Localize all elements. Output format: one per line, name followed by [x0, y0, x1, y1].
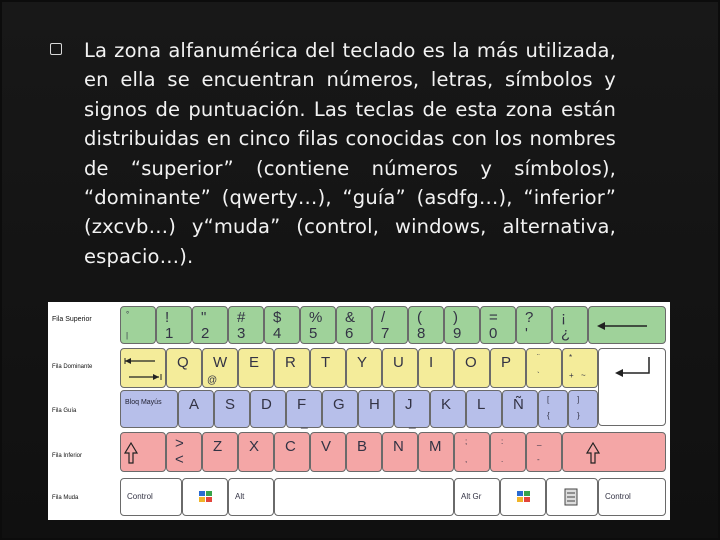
- key-c-label: C: [285, 438, 296, 455]
- row-label-guia: Fila Guía: [52, 408, 77, 414]
- shift-right-key[interactable]: [562, 432, 666, 472]
- key-m[interactable]: [418, 432, 454, 472]
- key-d[interactable]: [250, 390, 286, 428]
- key-a[interactable]: [178, 390, 214, 428]
- key-p[interactable]: [490, 348, 526, 388]
- key-superior-9[interactable]: ( 8: [408, 306, 444, 344]
- key-j[interactable]: J _: [394, 390, 430, 428]
- key-q[interactable]: [166, 348, 202, 388]
- tab-key[interactable]: [120, 348, 166, 388]
- tab-arrows-icon: [121, 349, 167, 389]
- menu-key[interactable]: [546, 478, 598, 516]
- key-f-label: F: [297, 396, 307, 413]
- control-right-label: Control: [605, 492, 631, 501]
- row-label-dominante: Fila Dominante: [52, 364, 93, 370]
- key-x-label: X: [249, 438, 260, 455]
- key-e-label: E: [249, 354, 260, 371]
- key-c[interactable]: [274, 432, 310, 472]
- key-n-label: N: [393, 438, 404, 455]
- key-superior-6[interactable]: % 5: [300, 306, 336, 344]
- key-s-label: S: [225, 396, 236, 413]
- caps-lock-label: Bloq Mayús: [125, 399, 162, 406]
- key-accent[interactable]: ¨ `: [526, 348, 562, 388]
- enter-arrow-icon: [599, 349, 667, 389]
- key-g-label: G: [333, 396, 345, 413]
- key-d-label: D: [261, 396, 272, 413]
- key-y-label: Y: [357, 354, 368, 371]
- key-colon[interactable]: : .: [490, 432, 526, 472]
- key-o[interactable]: [454, 348, 490, 388]
- key-v[interactable]: [310, 432, 346, 472]
- key-brace-close[interactable]: ] }: [568, 390, 598, 428]
- key-dash[interactable]: _ -: [526, 432, 562, 472]
- key-f[interactable]: F _: [286, 390, 322, 428]
- backspace-key[interactable]: [588, 306, 666, 344]
- shift-arrow-icon: [563, 433, 667, 473]
- key-v-label: V: [321, 438, 332, 455]
- key-r-label: R: [285, 354, 296, 371]
- key-superior-12[interactable]: ? ': [516, 306, 552, 344]
- alt-key[interactable]: [228, 478, 274, 516]
- key-j-label: J: [405, 396, 413, 413]
- key-r[interactable]: [274, 348, 310, 388]
- key-m-label: M: [429, 438, 442, 455]
- key-z-label: Z: [213, 438, 223, 455]
- at-symbol: @: [207, 375, 218, 386]
- key-semicolon[interactable]: ; ,: [454, 432, 490, 472]
- shift-left-key[interactable]: [120, 432, 166, 472]
- alt-gr-key[interactable]: [454, 478, 500, 516]
- key-w[interactable]: [202, 348, 238, 388]
- key-i-label: I: [429, 354, 434, 371]
- key-angle[interactable]: > <: [166, 432, 202, 472]
- key-p-label: P: [501, 354, 512, 371]
- key-k-label: K: [441, 396, 452, 413]
- key-superior-3[interactable]: " 2: [192, 306, 228, 344]
- key-t[interactable]: [310, 348, 346, 388]
- key-w-label: W: [213, 354, 228, 371]
- slide-paragraph: La zona alfanumérica del teclado es la más utilizada, en ella se encuentran números, letras, símbolos y signos de puntuación. Las teclas de esta zona están distribuidas en cinco filas conocidas con los nombres de “superior” (contiene números y símbolos), “dominante” (qwerty…), “guía” (asdfg…), “inferior” (zxcvb…) y“muda” (control, windows, alternativa, espacio…).: [84, 39, 616, 268]
- key-g[interactable]: [322, 390, 358, 428]
- windows-right-key[interactable]: [500, 478, 546, 516]
- key-e[interactable]: [238, 348, 274, 388]
- key-b-label: B: [357, 438, 368, 455]
- key-superior-5[interactable]: $ 4: [264, 306, 300, 344]
- key-z[interactable]: [202, 432, 238, 472]
- shift-arrow-icon: [121, 433, 167, 473]
- key-x[interactable]: [238, 432, 274, 472]
- enter-key[interactable]: [598, 348, 666, 426]
- row-label-inferior: Fila Inferior: [52, 453, 83, 459]
- key-u[interactable]: [382, 348, 418, 388]
- keyboard-diagram: [48, 302, 670, 520]
- bullet-icon: [50, 43, 62, 55]
- key-plus[interactable]: * + ~: [562, 348, 598, 388]
- key-superior-11[interactable]: = 0: [480, 306, 516, 344]
- key-k[interactable]: [430, 390, 466, 428]
- key-l[interactable]: [466, 390, 502, 428]
- control-left-label: Control: [127, 492, 153, 501]
- key-enye[interactable]: [502, 390, 538, 428]
- key-enye-label: Ñ: [513, 396, 524, 413]
- key-superior-1[interactable]: ° |: [120, 306, 156, 344]
- key-h[interactable]: [358, 390, 394, 428]
- key-a-label: A: [189, 396, 200, 413]
- space-bar[interactable]: [274, 478, 454, 516]
- key-i[interactable]: [418, 348, 454, 388]
- key-y[interactable]: [346, 348, 382, 388]
- key-b[interactable]: [346, 432, 382, 472]
- key-u-label: U: [393, 354, 404, 371]
- key-t-label: T: [321, 354, 331, 371]
- key-superior-2[interactable]: ! 1: [156, 306, 192, 344]
- alt-gr-label: Alt Gr: [461, 492, 482, 501]
- windows-icon: [183, 479, 229, 517]
- key-h-label: H: [369, 396, 380, 413]
- key-q-label: Q: [177, 354, 189, 371]
- menu-icon: [547, 479, 599, 517]
- key-n[interactable]: [382, 432, 418, 472]
- windows-icon: [501, 479, 547, 517]
- key-superior-13[interactable]: ¡ ¿: [552, 306, 588, 344]
- key-l-label: L: [477, 396, 486, 413]
- row-label-muda: Fila Muda: [52, 495, 79, 501]
- key-brace-open[interactable]: [ {: [538, 390, 568, 428]
- windows-left-key[interactable]: [182, 478, 228, 516]
- alt-label: Alt: [235, 492, 245, 501]
- key-o-label: O: [465, 354, 477, 371]
- key-superior-4[interactable]: # 3: [228, 306, 264, 344]
- key-superior-7[interactable]: & 6: [336, 306, 372, 344]
- key-s[interactable]: [214, 390, 250, 428]
- key-superior-8[interactable]: / 7: [372, 306, 408, 344]
- row-label-superior: Fila Superior: [52, 316, 92, 323]
- backspace-arrow-icon: [589, 307, 667, 345]
- key-superior-10[interactable]: ) 9: [444, 306, 480, 344]
- caps-lock-key[interactable]: [120, 390, 178, 428]
- control-left-key[interactable]: [120, 478, 182, 516]
- control-right-key[interactable]: [598, 478, 666, 516]
